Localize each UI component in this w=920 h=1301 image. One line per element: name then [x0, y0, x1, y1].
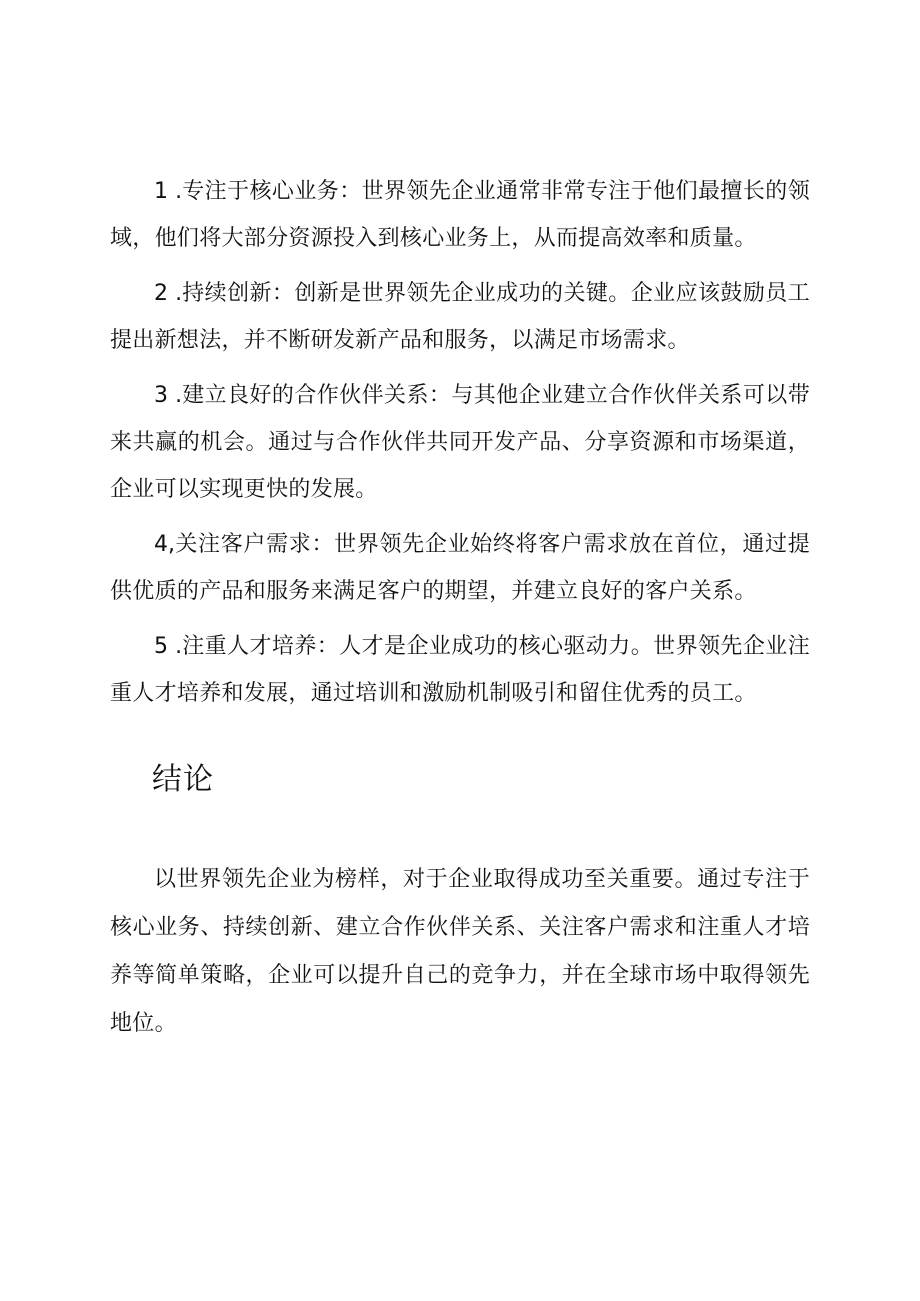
list-item — [110, 270, 810, 364]
item-number: 2 . — [154, 281, 183, 306]
item-number: 5 . — [154, 634, 183, 659]
item-text: 关注客户需求：世界领先企业始终将客户需求放在首位，通过提供优质的产品和服务来满足客户的期望，并建立良好的客户关系。 — [110, 532, 810, 604]
list-item — [110, 521, 810, 615]
conclusion-heading: 结论 — [152, 762, 214, 797]
item-text: 建立良好的合作伙伴关系：与其他企业建立合作伙伴关系可以带来共赢的机会。通过与合作伙伴共同开发产品、分享资源和市场渠道，企业可以实现更快的发展。 — [110, 383, 810, 502]
list-item — [110, 372, 810, 513]
conclusion-paragraph: 以世界领先企业为榜样，对于企业取得成功至关重要。通过专注于核心业务、持续创新、建立合作伙伴关系、关注客户需求和注重人才培养等简单策略，企业可以提升自己的竞争力，并在全球市场中取得领先地位。 — [110, 867, 810, 1036]
item-number: 4, — [154, 532, 175, 557]
item-number: 1 . — [154, 179, 183, 204]
list-item — [110, 623, 810, 717]
item-number: 3 . — [154, 383, 183, 408]
list-item — [110, 168, 810, 262]
item-text: 注重人才培养：人才是企业成功的核心驱动力。世界领先企业注重人才培养和发展，通过培训和激励机制吸引和留住优秀的员工。 — [110, 634, 810, 706]
strategy-list — [110, 168, 810, 717]
item-text: 持续创新：创新是世界领先企业成功的关键。企业应该鼓励员工提出新想法，并不断研发新产品和服务，以满足市场需求。 — [110, 281, 810, 353]
item-text: 专注于核心业务：世界领先企业通常非常专注于他们最擅长的领域，他们将大部分资源投入到核心业务上，从而提高效率和质量。 — [110, 179, 810, 251]
